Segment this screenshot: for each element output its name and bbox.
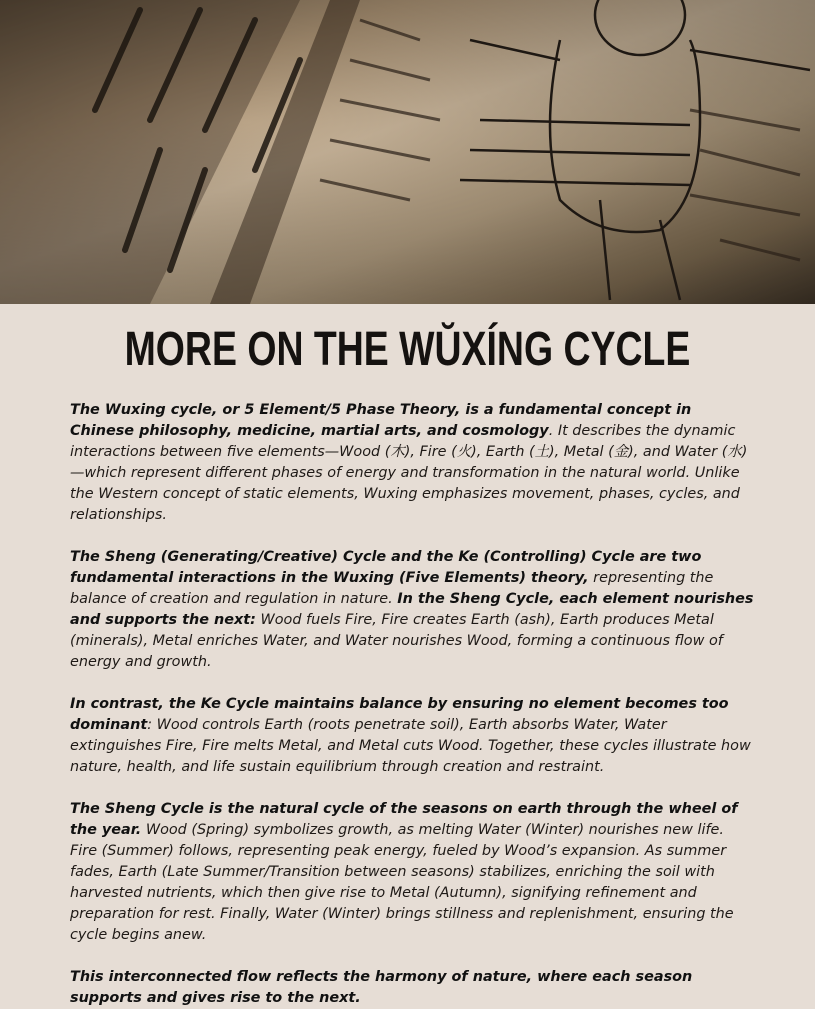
paragraph-conclusion [70,967,755,1009]
paragraph-sheng-ke [70,547,755,673]
paragraph-ke-cycle [70,694,755,778]
page-title: MORE ON THE WŬXÍNG CYCLE [124,323,691,376]
paragraph-bold-text: The Sheng (Generating/Creative) Cycle and the Ke (Controlling) Cycle are two fundamental interactions in the Wuxing (Five Elements) theory, [70,549,702,586]
paragraph-bold-text: The Wuxing cycle, or 5 Element/5 Phase Theory, is a fundamental concept in Chinese philosophy, medicine, martial arts, and cosmology [70,402,692,439]
paragraph-bold-text: In contrast, the Ke Cycle maintains balance by ensuring no element becomes too dominant [70,696,729,733]
paragraph-bold-text-2: In the Sheng Cycle, each element nourishes and supports the next: [70,591,754,628]
book-illustration [0,0,815,304]
paragraph-text: representing the balance of creation and regulation in nature. [70,570,714,607]
paragraph-bold-text: This interconnected flow reflects the harmony of nature, where each season supports and gives rise to the next. [70,969,693,1006]
paragraph-bold-text: The Sheng Cycle is the natural cycle of the seasons on earth through the wheel of the year. [70,801,738,838]
paragraph-text-2: Wood fuels Fire, Fire creates Earth (ash), Earth produces Metal (minerals), Metal enriches Water, and Water nourishes Wood, forming a continuous flow of energy and growth. [70,612,723,670]
hero-image-ancient-medical-book [0,0,815,304]
paragraph-seasons [70,799,755,946]
paragraph-intro [70,400,755,526]
article-body [0,400,815,1009]
paragraph-text: . It describes the dynamic interactions between five elements—Wood (木), Fire (火), Earth (土), Metal (金), and Water (水)—which represent different phases of energy and transformation in the natural world. Unlike the Western concept of static elements, Wuxing emphasizes movement, phases, cycles, and relationships. [70,423,748,523]
paragraph-text: Wood (Spring) symbolizes growth, as melting Water (Winter) nourishes new life. Fire (Summer) follows, representing peak energy, fueled by Wood’s expansion. As summer fades, Earth (Late Summer/Transition between seasons) stabilizes, enriching the soil with harvested nutrients, which then give rise to Metal (Autumn), signifying refinement and preparation for rest. Finally, Water (Winter) brings stillness and replenishment, ensuring the cycle begins anew. [70,822,734,943]
paragraph-text: : Wood controls Earth (roots penetrate soil), Earth absorbs Water, Water extinguishes Fire, Fire melts Metal, and Metal cuts Wood. Together, these cycles illustrate how nature, health, and life sustain equilibrium through creation and restraint. [70,717,751,775]
